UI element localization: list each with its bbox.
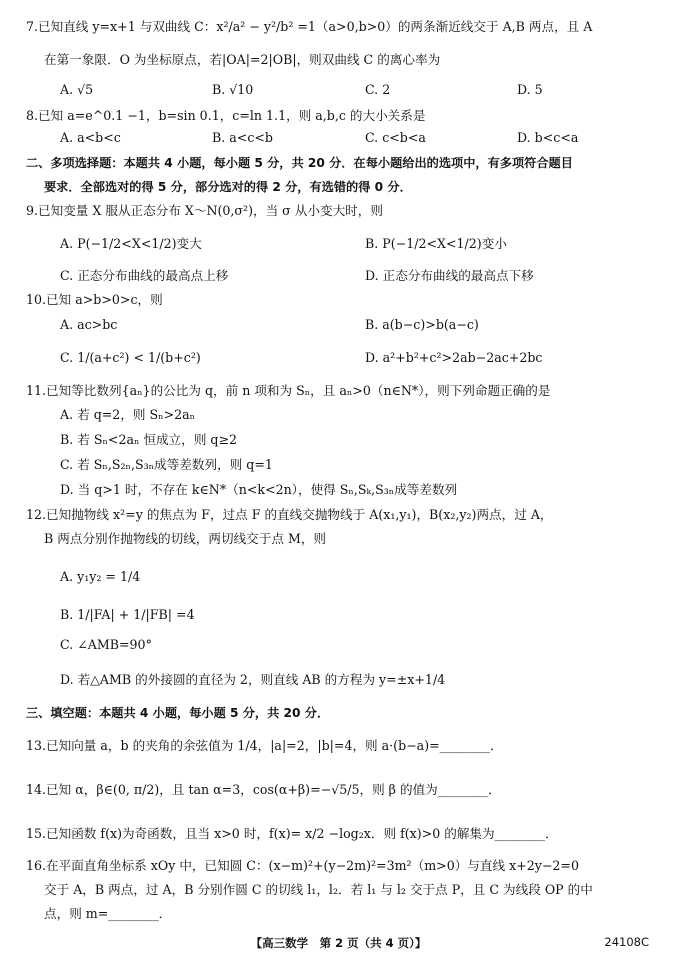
q7-line2: 在第一象限．O 为坐标原点，若|OA|=2|OB|，则双曲线 C 的离心率为 <box>44 52 441 67</box>
q12-line2: B 两点分别作抛物线的切线，两切线交于点 M，则 <box>44 531 327 546</box>
footer-page-label: 【高三数学 第 2 页（共 4 页）】 <box>250 936 427 950</box>
q12-option-b: B. 1/|FA| + 1/|FB| =4 <box>60 607 195 622</box>
q11-option-c: C. 若 Sₙ,S₂ₙ,S₃ₙ成等差数列，则 q=1 <box>60 457 273 472</box>
q16-line2: 交于 A，B 两点，过 A，B 分别作圆 C 的切线 l₁，l₂．若 l₁ 与 l₂ 交于点 P，且 C 为线段 OP 的中 <box>44 882 593 897</box>
q9-option-d: D. 正态分布曲线的最高点下移 <box>365 268 534 283</box>
q12-line1: 12.已知抛物线 x²=y 的焦点为 F，过点 F 的直线交抛物线于 A(x₁,y₁)，B(x₂,y₂)两点，过 A， <box>26 507 553 522</box>
q8-option-d: D. b<c<a <box>517 130 579 145</box>
q7-option-c: C. 2 <box>365 82 391 97</box>
q16-line1: 16.在平面直角坐标系 xOy 中，已知圆 C：(x−m)²+(y−2m)²=3m²（m>0）与直线 x+2y−2=0 <box>26 858 579 873</box>
q9-option-b: B. P(−1/2<X<1/2)变小 <box>365 236 507 251</box>
q14-line1: 14.已知 α，β∈(0, π/2)，且 tan α=3，cos(α+β)=−√5/5，则 β 的值为________． <box>26 782 501 797</box>
q7-option-d: D. 5 <box>517 82 543 97</box>
q11-option-b: B. 若 Sₙ<2aₙ 恒成立，则 q≥2 <box>60 432 238 447</box>
q9-line1: 9.已知变量 X 服从正态分布 X～N(0,σ²)，当 σ 从小变大时，则 <box>26 203 383 218</box>
footer-exam-code: 24108C <box>604 935 649 949</box>
q10-option-a: A. ac>bc <box>60 317 118 332</box>
q10-line1: 10.已知 a>b>0>c，则 <box>26 292 163 307</box>
q7-option-a: A. √5 <box>60 82 94 97</box>
q12-option-a: A. y₁y₂ = 1/4 <box>60 569 141 584</box>
q8-line1: 8.已知 a=e^0.1 −1，b=sin 0.1，c=ln 1.1，则 a,b,c 的大小关系是 <box>26 108 426 123</box>
q11-option-d: D. 当 q>1 时，不存在 k∈N*（n<k<2n），使得 Sₙ,Sₖ,S₃ₙ成等差数列 <box>60 482 458 497</box>
q9-option-a: A. P(−1/2<X<1/2)变大 <box>60 236 202 251</box>
section2-instructions: 要求．全部选对的得 5 分，部分选对的得 2 分，有选错的得 0 分． <box>44 180 412 194</box>
section3-heading: 三、填空题：本题共 4 小题，每小题 5 分，共 20 分． <box>26 706 330 720</box>
q7-option-b: B. √10 <box>212 82 254 97</box>
q13-line1: 13.已知向量 a，b 的夹角的余弦值为 1/4，|a|=2，|b|=4，则 a·(b−a)=________． <box>26 738 503 753</box>
section2-heading: 二、多项选择题：本题共 4 小题，每小题 5 分，共 20 分．在每小题给出的选项中，有多项符合题目 <box>26 156 573 170</box>
q10-option-b: B. a(b−c)>b(a−c) <box>365 317 479 332</box>
q10-option-d: D. a²+b²+c²>2ab−2ac+2bc <box>365 350 543 365</box>
q15-line1: 15.已知函数 f(x)为奇函数，且当 x>0 时，f(x)= x/2 −log₂x．则 f(x)>0 的解集为________． <box>26 826 558 841</box>
q16-line3: 点，则 m=________． <box>44 906 172 921</box>
q11-option-a: A. 若 q=2，则 Sₙ>2aₙ <box>60 407 196 422</box>
q11-line1: 11.已知等比数列{aₙ}的公比为 q，前 n 项和为 Sₙ，且 aₙ>0（n∈N*），则下列命题正确的是 <box>26 383 551 398</box>
q12-option-d: D. 若△AMB 的外接圆的直径为 2，则直线 AB 的方程为 y=±x+1/4 <box>60 672 446 687</box>
q8-option-b: B. a<c<b <box>212 130 273 145</box>
q12-option-c: C. ∠AMB=90° <box>60 637 152 652</box>
q8-option-c: C. c<b<a <box>365 130 426 145</box>
q8-option-a: A. a<b<c <box>60 130 121 145</box>
q10-option-c: C. 1/(a+c²) < 1/(b+c²) <box>60 350 201 365</box>
q7-line1: 7.已知直线 y=x+1 与双曲线 C：x²/a² − y²/b² =1（a>0,b>0）的两条渐近线交于 A,B 两点，且 A <box>26 19 593 34</box>
q9-option-c: C. 正态分布曲线的最高点上移 <box>60 268 229 283</box>
